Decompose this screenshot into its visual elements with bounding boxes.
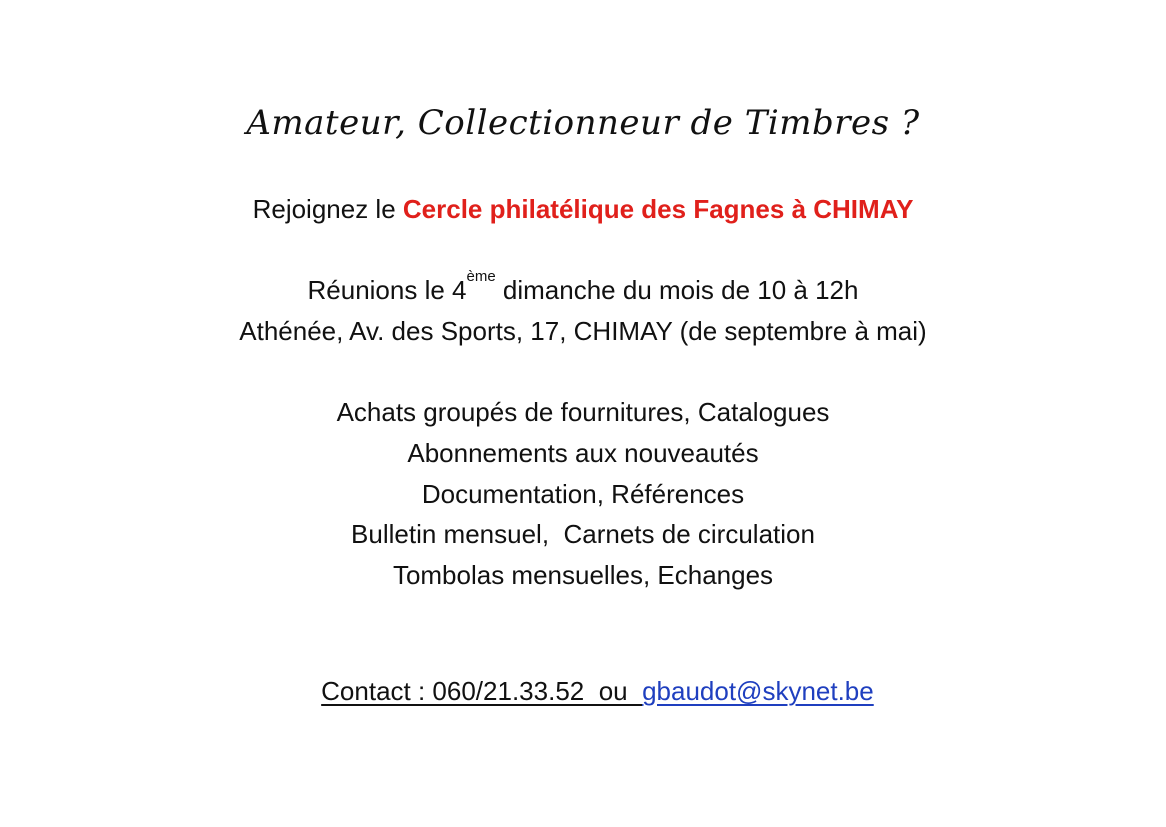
contact-label: Contact : 060/21.33.52 ou: [321, 676, 643, 706]
contact-line: [0, 640, 1166, 742]
contact-email-link[interactable]: gbaudot@skynet.be: [642, 676, 874, 706]
benefit-item: Tombolas mensuelles, Echanges: [392, 560, 774, 590]
benefit-item: Bulletin mensuel, Carnets de circulation: [351, 519, 815, 549]
meeting-schedule-suffix: dimanche du mois de 10 à 12h: [495, 275, 859, 305]
meeting-ordinal-superscript: ème: [466, 268, 496, 285]
benefit-item: Documentation, Références: [421, 479, 745, 509]
flyer-title: Amateur, Collectionneur de Timbres ?: [246, 103, 920, 143]
intro-prefix: Rejoignez le: [252, 194, 403, 224]
meeting-schedule-prefix: Réunions le 4: [307, 275, 467, 305]
intro-line: [0, 192, 1166, 226]
benefit-item: Abonnements aux nouveautés: [407, 438, 759, 468]
meeting-location-line: Athénée, Av. des Sports, 17, CHIMAY (de septembre à mai): [239, 316, 927, 346]
meeting-schedule-line: [0, 268, 1166, 307]
benefit-item: Achats groupés de fournitures, Catalogues: [336, 397, 830, 427]
club-name: Cercle philatélique des Fagnes à CHIMAY: [402, 194, 914, 224]
